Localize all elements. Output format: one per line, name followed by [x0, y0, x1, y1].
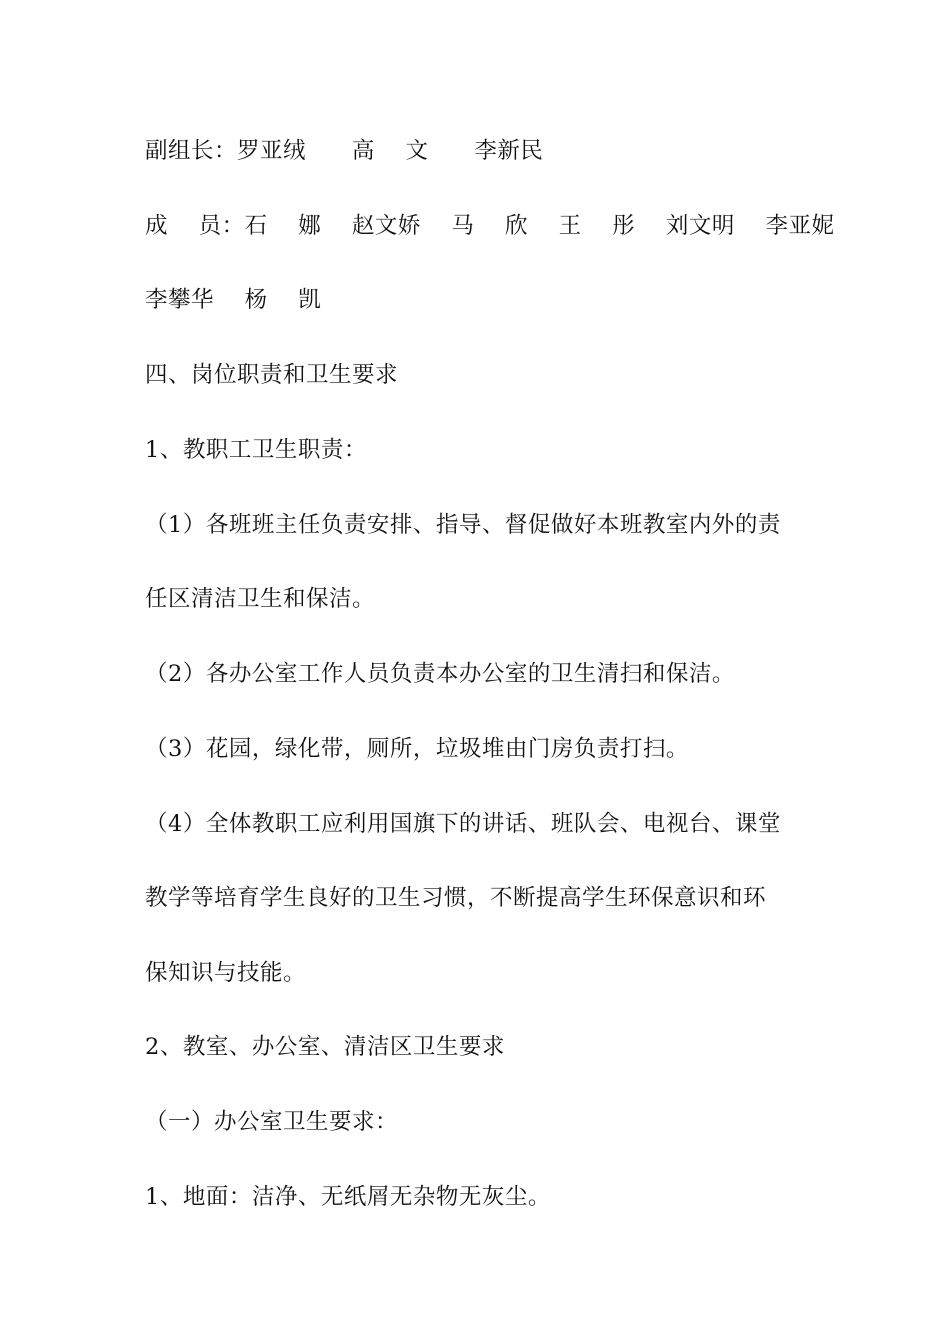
members-line: 成 员：石 娜 赵文娇 马 欣 王 彤 刘文明 李亚妮	[145, 213, 835, 239]
duty-item-2: （2）各办公室工作人员负责本办公室的卫生清扫和保洁。	[145, 661, 735, 687]
duty-item-3: （3）花园，绿化带，厕所，垃圾堆由门房负责打扫。	[145, 736, 689, 762]
duty-item-4-end: 保知识与技能。	[145, 960, 307, 986]
section-heading-4: 四、岗位职责和卫生要求	[145, 362, 399, 388]
members-continued-line: 李攀华 杨 凯	[145, 287, 322, 313]
office-requirements-heading: （一）办公室卫生要求：	[145, 1109, 399, 1135]
duty-item-4: （4）全体教职工应利用国旗下的讲话、班队会、电视台、课堂	[145, 811, 781, 837]
subheading-hygiene-requirements: 2、教室、办公室、清洁区卫生要求	[145, 1034, 505, 1060]
duty-item-4-continued: 教学等培育学生良好的卫生习惯，不断提高学生环保意识和环	[145, 885, 767, 911]
subheading-staff-duties: 1、教职工卫生职责：	[145, 437, 367, 463]
floor-requirement: 1、地面：洁净、无纸屑无杂物无灰尘。	[145, 1184, 551, 1210]
duty-item-1: （1）各班班主任负责安排、指导、督促做好本班教室内外的责	[145, 512, 781, 538]
duty-item-1-continued: 任区清洁卫生和保洁。	[145, 586, 376, 612]
vice-leader-line: 副组长：罗亚绒 高 文 李新民	[145, 138, 544, 164]
